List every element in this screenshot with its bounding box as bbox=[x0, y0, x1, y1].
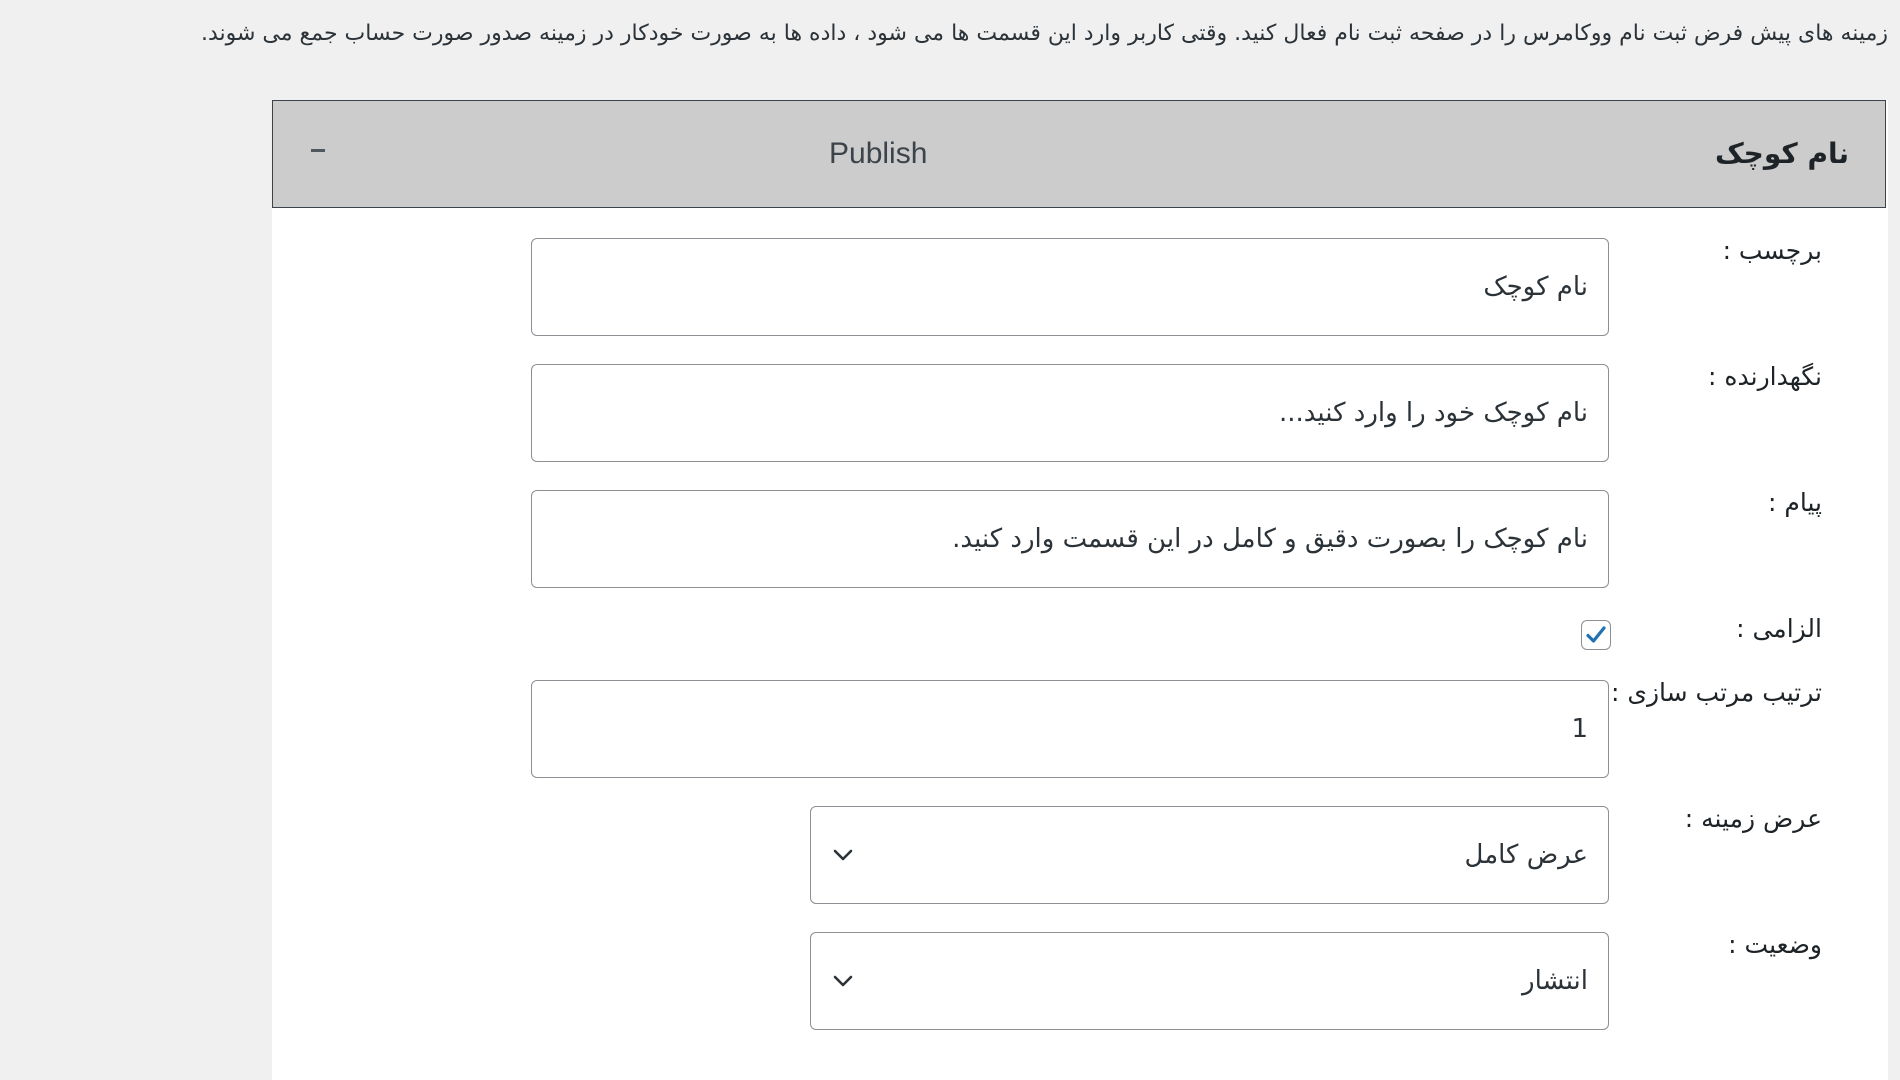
label-field[interactable] bbox=[531, 238, 1609, 336]
message-input[interactable] bbox=[532, 491, 1608, 587]
label-input[interactable] bbox=[532, 239, 1608, 335]
field-editor-panel bbox=[272, 100, 1888, 1080]
placeholder-field-label: نگهدارنده : bbox=[1708, 362, 1822, 391]
message-field[interactable] bbox=[531, 490, 1609, 588]
required-field-label: الزامی : bbox=[1736, 614, 1822, 643]
chevron-down-icon bbox=[829, 843, 857, 867]
required-checkbox[interactable] bbox=[1581, 620, 1611, 650]
panel-header[interactable] bbox=[272, 100, 1886, 208]
placeholder-field[interactable] bbox=[531, 364, 1609, 462]
checkmark-icon bbox=[1584, 623, 1608, 647]
sort-order-field-label: ترتیب مرتب سازی : bbox=[1611, 678, 1822, 707]
sort-order-field[interactable] bbox=[531, 680, 1609, 778]
panel-status: Publish bbox=[829, 137, 928, 170]
chevron-down-icon bbox=[829, 969, 857, 993]
field-width-selected-value: عرض کامل bbox=[1464, 840, 1588, 870]
label-field-label: برچسب : bbox=[1722, 236, 1822, 265]
sort-order-input[interactable] bbox=[532, 681, 1608, 777]
intro-description: زمینه های پیش فرض ثبت نام ووکامرس را در صفحه ثبت نام فعال کنید. وقتی کاربر وارد این قسمت ها می شود ، داده ها به صورت خودکار در زمینه صدور صورت حساب جمع می شوند. bbox=[200, 21, 1888, 46]
message-field-label: پیام : bbox=[1768, 488, 1822, 517]
status-selected-value: انتشار bbox=[1522, 966, 1588, 996]
placeholder-input[interactable] bbox=[532, 365, 1608, 461]
status-field-label: وضعیت : bbox=[1728, 930, 1822, 959]
field-width-label: عرض زمینه : bbox=[1684, 804, 1822, 833]
minus-icon[interactable] bbox=[311, 149, 325, 152]
status-select[interactable] bbox=[810, 932, 1609, 1030]
panel-title: نام کوچک bbox=[1715, 137, 1849, 170]
field-width-select[interactable] bbox=[810, 806, 1609, 904]
